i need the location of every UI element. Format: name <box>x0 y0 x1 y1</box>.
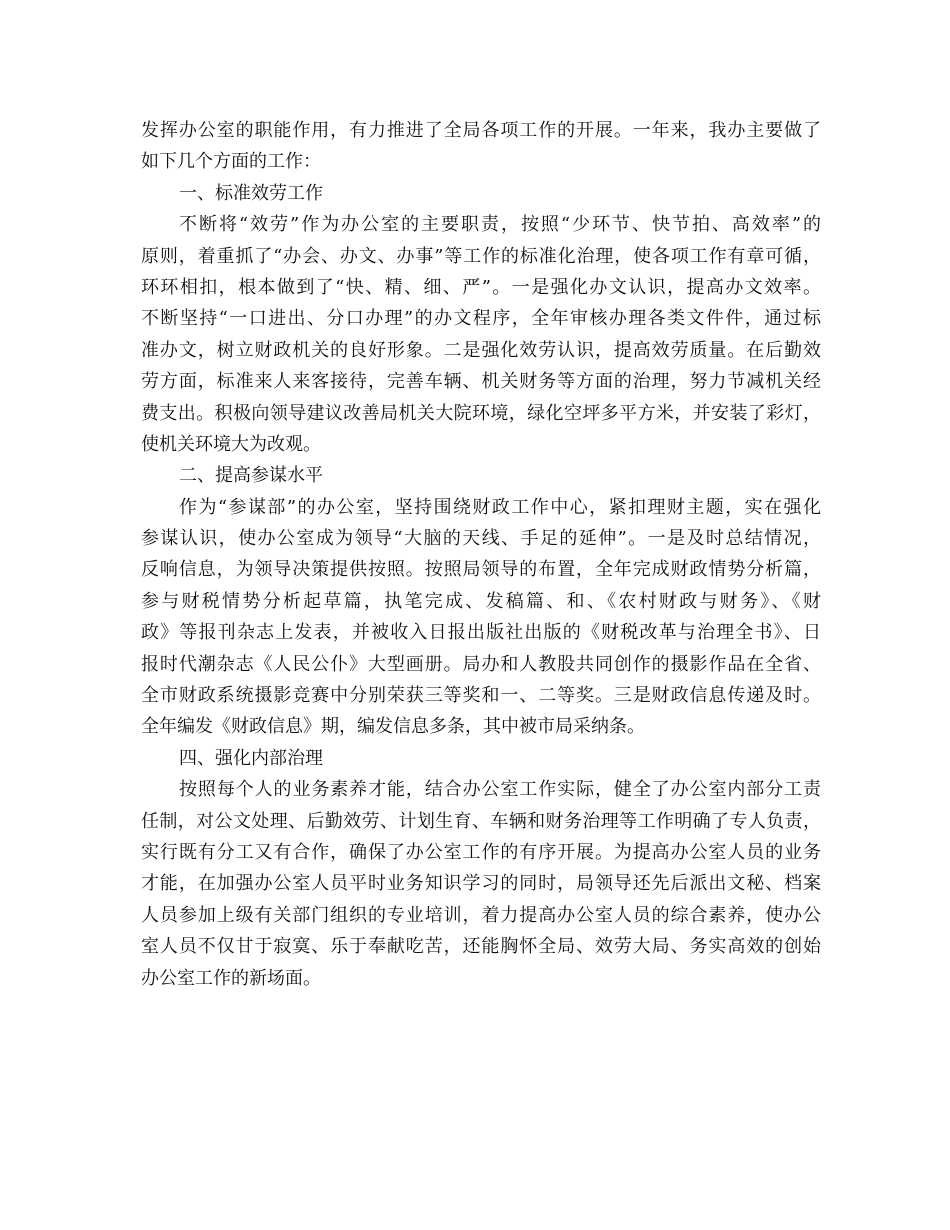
paragraph-line: 反响信息，为领导决策提供按照。按照局领导的布置，全年完成财政情势分析篇， <box>141 559 821 581</box>
paragraph-line: 准办文，树立财政机关的良好形象。二是强化效劳认识，提高效劳质量。在后勤效 <box>141 339 821 361</box>
section-heading: 一、标准效劳工作 <box>179 182 323 204</box>
paragraph-line: 参与财税情势分析起草篇，执笔完成、发稿篇、和、《农村财政与财务》、《财 <box>141 590 821 612</box>
paragraph-line: 才能，在加强办公室人员平时业务知识学习的同时，局领导还先后派出文秘、档案 <box>141 873 821 895</box>
paragraph-line: 室人员不仅甘于寂寞、乐于奉献吃苦，还能胸怀全局、效劳大局、务实高效的创始 <box>141 936 821 958</box>
paragraph-line: 按照每个人的业务素养才能，结合办公室工作实际，健全了办公室内部分工责 <box>179 779 821 801</box>
document-page <box>141 115 821 994</box>
paragraph-line: 人员参加上级有关部门组织的专业培训，着力提高办公室人员的综合素养，使办公 <box>141 904 821 926</box>
paragraph-line: 不断坚持“一口进出、分口办理”的办文程序，全年审核办理各类文件件，通过标 <box>141 308 821 330</box>
paragraph-line: 劳方面，标准来人来客接待，完善车辆、机关财务等方面的治理，努力节减机关经 <box>141 371 821 393</box>
paragraph-line: 任制，对公文处理、后勤效劳、计划生育、车辆和财务治理等工作明确了专人负责， <box>141 810 821 832</box>
paragraph-line: 发挥办公室的职能作用，有力推进了全局各项工作的开展。一年来，我办主要做了 <box>141 120 821 141</box>
paragraph-line: 政》等报刊杂志上发表，并被收入日报出版社出版的《财税改革与治理全书》、日 <box>141 622 821 644</box>
paragraph-line: 使机关环境大为改观。 <box>141 433 321 455</box>
paragraph-line: 费支出。积极向领导建议改善局机关大院环境，绿化空坪多平方米，并安装了彩灯， <box>141 402 821 424</box>
paragraph-line: 不断将“效劳”作为办公室的主要职责，按照“少环节、快节拍、高效率”的 <box>179 214 821 236</box>
paragraph-line: 报时代潮杂志《人民公仆》大型画册。局办和人教股共同创作的摄影作品在全省、 <box>141 653 821 675</box>
paragraph-line: 全市财政系统摄影竞赛中分别荣获三等奖和一、二等奖。三是财政信息传递及时。 <box>141 685 821 707</box>
paragraph-line: 实行既有分工又有合作，确保了办公室工作的有序开展。为提高办公室人员的业务 <box>141 841 821 863</box>
paragraph-line: 参谋认识，使办公室成为领导“大脑的天线、手足的延伸”。一是及时总结情况， <box>141 528 821 550</box>
paragraph-line: 如下几个方面的工作： <box>141 151 321 173</box>
paragraph-line: 全年编发《财政信息》期，编发信息多条，其中被市局采纳条。 <box>141 716 645 738</box>
paragraph-line: 环环相扣，根本做到了“快、精、细、严”。一是强化办文认识，提高办文效率。 <box>141 276 821 298</box>
section-heading: 四、强化内部治理 <box>179 747 323 769</box>
paragraph-line: 作为“参谋部”的办公室，坚持围绕财政工作中心，紧扣理财主题，实在强化 <box>179 496 821 518</box>
paragraph-line: 原则，着重抓了“办会、办文、办事”等工作的标准化治理，使各项工作有章可循， <box>141 245 821 267</box>
paragraph-line: 办公室工作的新场面。 <box>141 967 321 989</box>
section-heading: 二、提高参谋水平 <box>179 465 323 487</box>
